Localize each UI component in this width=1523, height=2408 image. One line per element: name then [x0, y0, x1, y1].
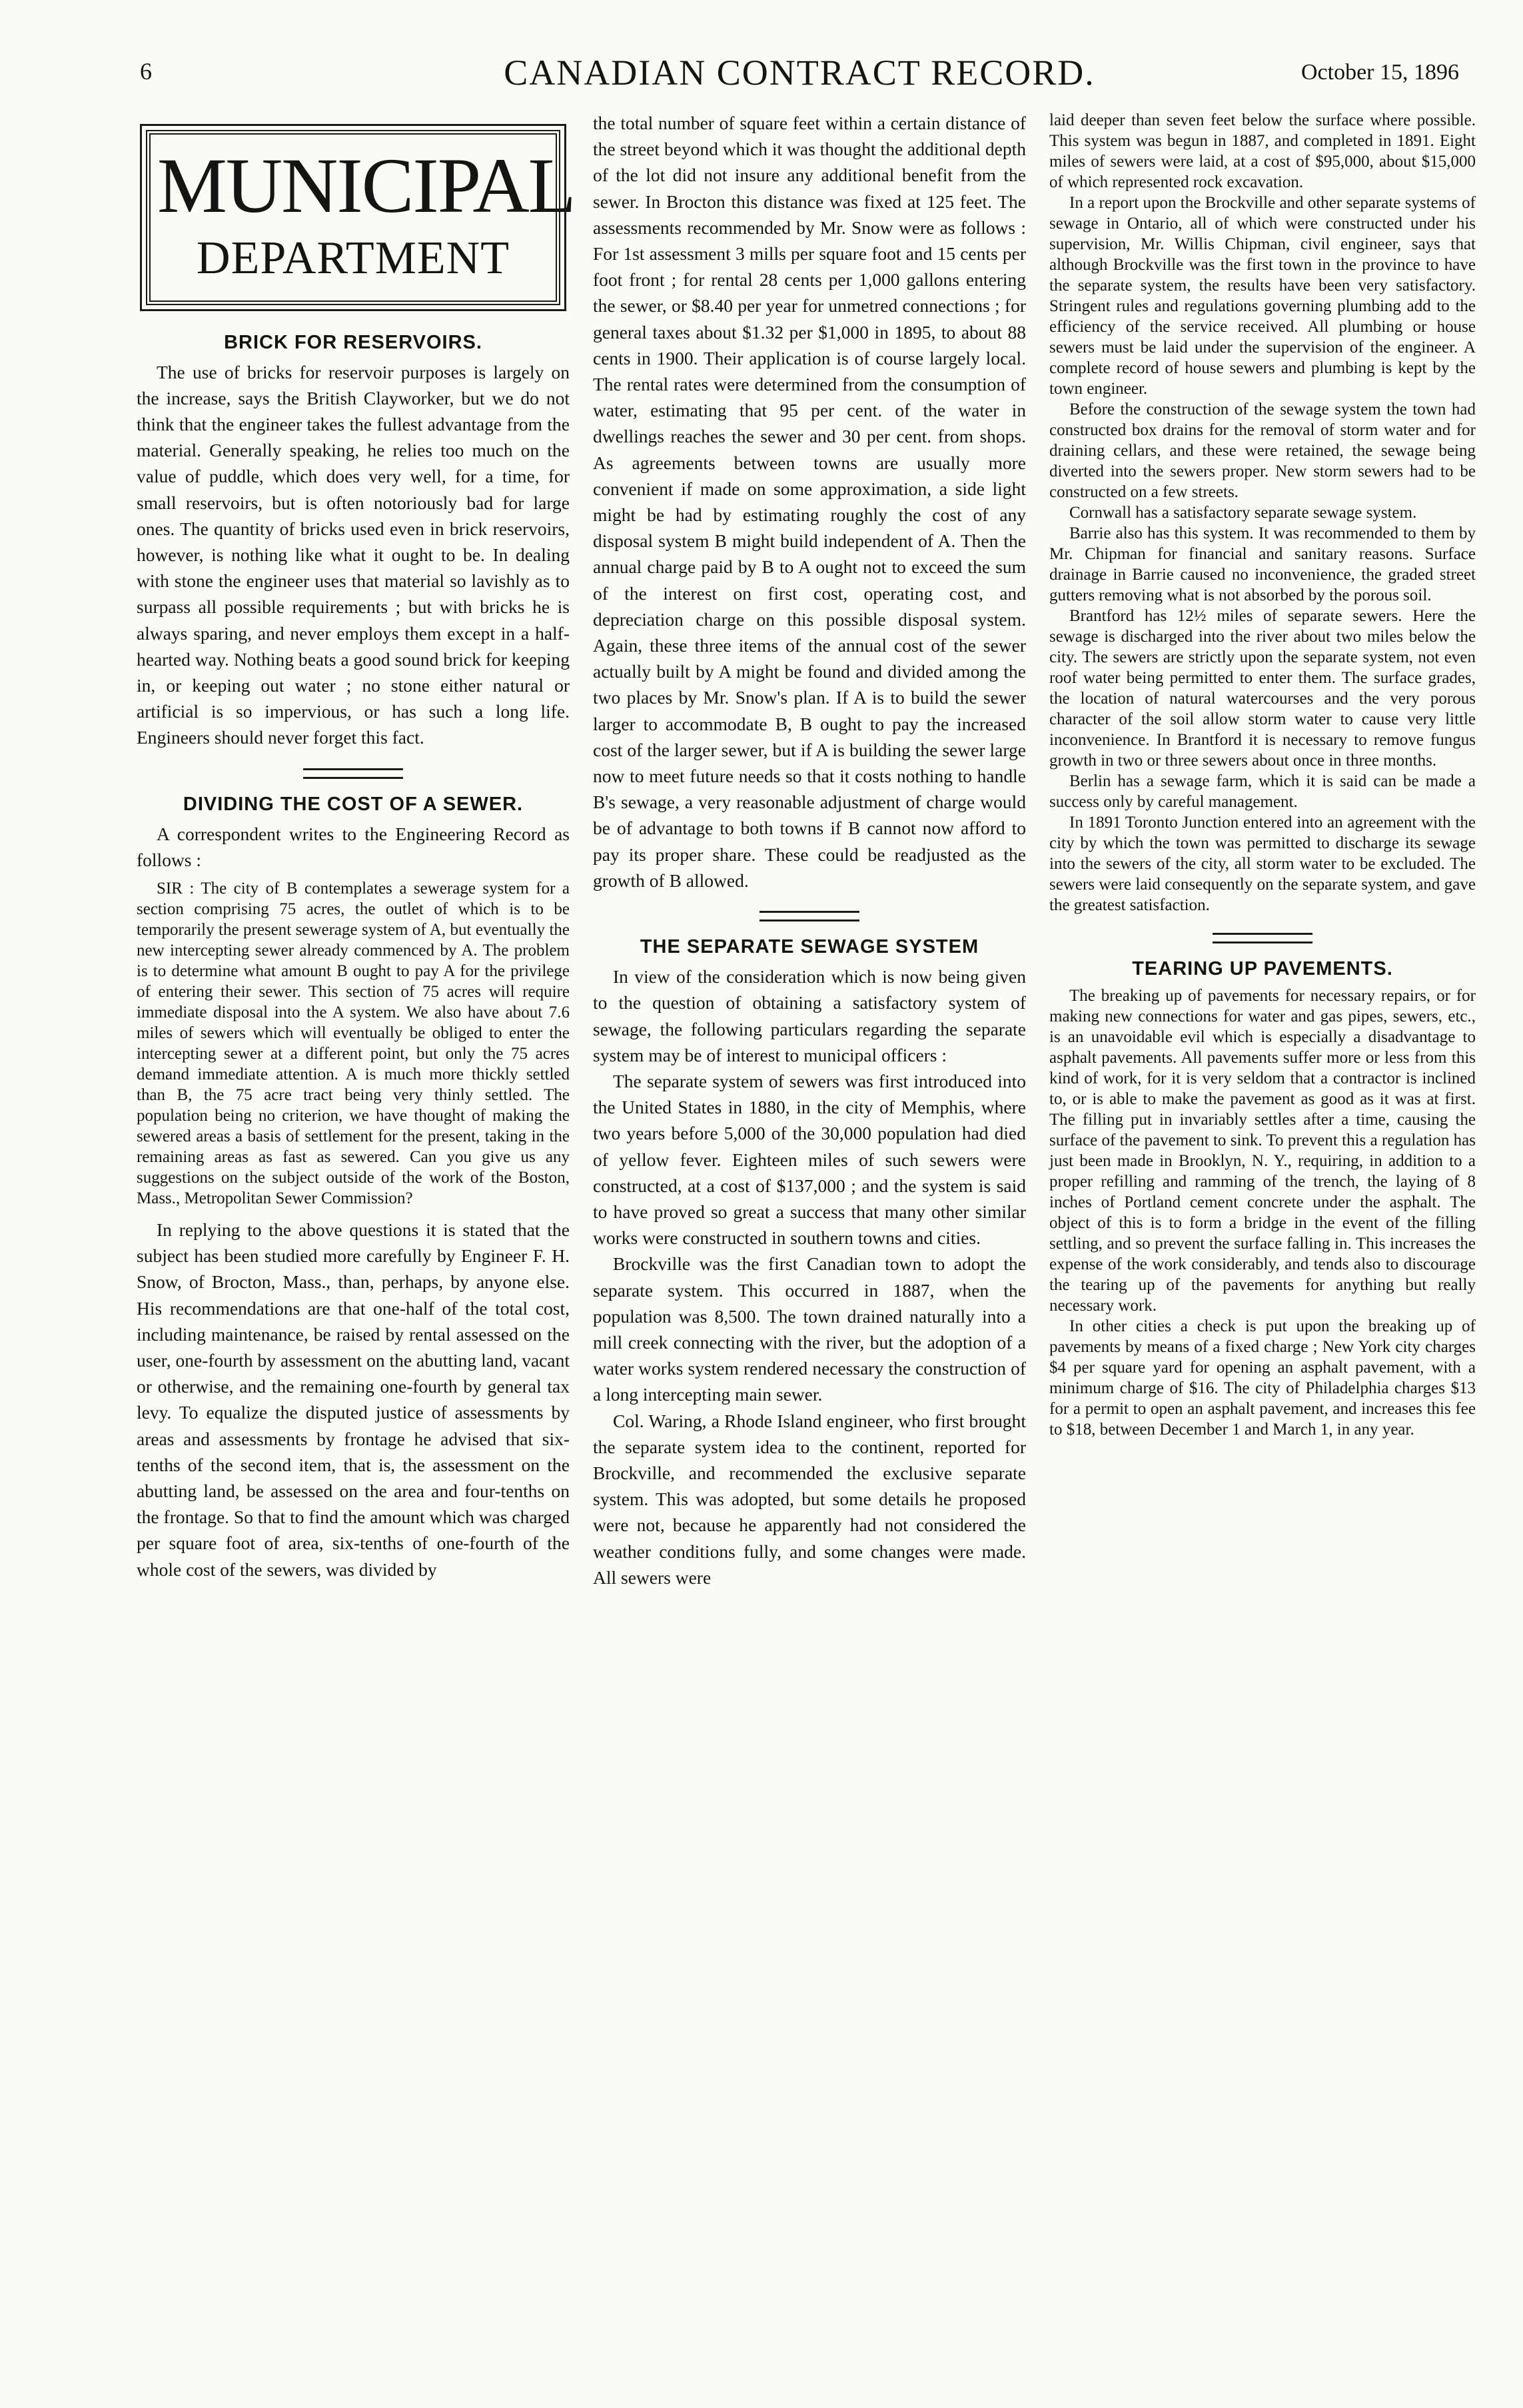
masthead-line-1: MUNICIPAL: [157, 142, 575, 229]
article-paragraph: laid deeper than seven feet below the surface where possible. This system was begun in 1887, and completed in 1891. Eight miles of sewers were laid, at a cost of $95,000, about $15,000 of which represented rock excavation.: [1049, 111, 1476, 191]
column-2: [593, 110, 1026, 1590]
section-divider: [303, 768, 403, 779]
article-paragraph: Brockville was the first Canadian town to adopt the separate system. This occurred in 1887, when the population was 8,500. The town drained naturally into a mill creek connecting with the river, but the adoption of a water works system rendered necessary the construction of a long intercepting main sewer.: [593, 1253, 1026, 1405]
article-paragraph: In a report upon the Brockville and other separate systems of sewage in Ontario, all of which were constructed under his supervision, Mr. Willis Chipman, civil engineer, says that although Brockville was the first town in the province to have the separate system, the results have been very satisfactory. Stringent rules and regulations governing plumbing add to the efficiency of the service received. All plumbing or house sewers must be laid under the supervision of the engineer. A complete record of house sewers and plumbing is kept by the town engineer.: [1049, 194, 1476, 398]
article-paragraph: In view of the consideration which is now being given to the question of obtaining a satisfactory system of sewage, the following particulars regarding the separate system may be of interest to municipal officers :: [593, 966, 1026, 1065]
issue-date: October 15, 1896: [1300, 60, 1459, 85]
article-paragraph: The use of bricks for reservoir purposes is largely on the increase, says the British Clayworker, but we do not think that the engineer takes the fullest advantage from the material. Generally speaking, he relies too much on the value of puddle, which does very well, for a time, for small reservoirs, but is often notoriously bad for large ones. The quantity of bricks used even in brick reservoirs, however, is nothing like what it ought to be. In dealing with stone the engineer uses that material so lavishly as to surpass all possible requirements ; but with bricks he is always sparing, and never employs them except in a half-hearted way. Nothing beats a good sound brick for keeping in, or keeping out water ; no stone either natural or artificial is so impervious, or has such a long life. Engineers should never forget this fact.: [137, 361, 570, 748]
article-paragraph: The separate system of sewers was first introduced into the United States in 1880, in the city of Memphis, where two years before 5,000 of the 30,000 population had died of yellow fever. Eighteen miles of such sewers were constructed, at a cost of $137,000 ; and the system is said to have proved so great a success that many other similar works were constructed in southern towns and cities.: [593, 1070, 1026, 1249]
article-title-separate-sewage: THE SEPARATE SEWAGE SYSTEM: [640, 936, 979, 958]
article-paragraph: Brantford has 12½ miles of separate sewers. Here the sewage is discharged into the river about two miles below the city. The sewers are strictly upon the separate system, not even roof water being permitted to enter them. The surface grades, the location of natural watercourses and the very porous character of the soil allow storm water to cause very little inconvenience. In Brantford it is necessary to remove fungus growth in two or three sewers about once in three months.: [1049, 607, 1476, 770]
article-paragraph: the total number of square feet within a certain distance of the street beyond which it was thought the additional depth of the lot did not insure any additional benefit from the sewer. In Brocton this distance was fixed at 125 feet. The assessments recommended by Mr. Snow were as follows : For 1st assessment 3 mills per square foot and 15 cents per foot front ; for rental 28 cents per 1,000 gallons entering the sewer, or $8.40 per year for unmetred connections ; for general taxes about $1.32 per $1,000 in 1895, to about 88 cents in 1900. Their application is of course largely local. The rental rates were determined from the consumption of water, estimating that 95 per cent. of the water in dwellings reaches the sewer and 30 per cent. from shops. As agreements between towns are usually more convenient if made on some approximation, a side light might be had by estimating roughly the cost of any disposal system B might build independent of A. Then the annual charge paid by B to A ought not to exceed the sum of the interest on first cost, operating cost, and depreciation charge on this possible disposal system. Again, these three items of the annual cost of the sewer actually built by A might be found and divided among the two places by Mr. Snow's plan. If A is to build the sewer larger to accommodate B, B ought to pay the increased cost of the larger sewer, but if A is building the sewer large now to meet future needs so that it costs nothing to handle B's sewage, a very reasonable adjustment of charge would be of advantage to both towns if B cannot now afford to pay its proper share. These could be readjusted as the growth of B allowed.: [593, 113, 1026, 891]
page-header: [140, 52, 1459, 92]
article-paragraph: Cornwall has a satisfactory separate sewage system.: [1069, 504, 1417, 522]
article-paragraph: Col. Waring, a Rhode Island engineer, who first brought the separate system idea to the continent, reported for Brockville, and recommended the exclusive separate system. This was adopted, but some details he proposed were not, because he apparently had not considered the weather conditions fully, and some changes were made. All sewers were: [593, 1410, 1026, 1588]
article-paragraph: In other cities a check is put upon the breaking up of pavements by means of a fixed charge ; New York city charges $4 per square yard for opening an asphalt pavement, with a minimum charge of $16. The city of Philadelphia charges $13 for a permit to open an asphalt pavement, and increases this fee to $18, between December 1 and March 1, in any year.: [1049, 1317, 1476, 1439]
article-paragraph: The breaking up of pavements for necessary repairs, or for making new connections for water and gas pipes, sewers, etc., is an unavoidable evil which is especially a disadvantage to asphalt pavements. All pavements suffer more or less from this kind of work, for it is very seldom that a contractor is inclined to, or is able to make the pavement as good as it was at first. The filling put in invariably settles after a time, causing the surface of the pavement to sink. To prevent this a regulation has just been made in Brooklyn, N. Y., requiring, in addition to a proper refilling and ramming of the trench, the laying of 8 inches of Portland cement concrete under the asphalt. The object of this is to form a bridge in the event of the filling settling, and so prevent the surface falling in. This increases the expense of the work considerably, and tends also to discourage the tearing up of the pavements for anything but really necessary work.: [1049, 987, 1476, 1315]
letter-paragraph: SIR : The city of B contemplates a sewerage system for a section comprising 75 acres, the outlet of which is to be temporarily the present sewerage system of A, but eventually the new intercepting sewer already commenced by A. The problem is to determine what amount B ought to pay A for the privilege of entering their sewer. This section of 75 acres will require immediate disposal into the A system. We also have about 7.6 miles of sewers which will eventually be obliged to enter the intercepting sewer at a different point, but only the 75 acres demand immediate attention. A is much more thickly settled than B, the 75 acre tract being very thinly settled. The population being no criterion, we have thought of making the sewered areas a basis of settlement for the present, taking in the remaining areas as fast as sewered. Can you give us any suggestions on the subject outside of the work of the Boston, Mass., Metropolitan Sewer Commission?: [137, 879, 570, 1207]
section-divider: [760, 911, 859, 921]
page-number: 6: [140, 58, 152, 85]
article-paragraph: In 1891 Toronto Junction entered into an agreement with the city by which the town was permitted to discharge its sewage into the sewers of the city, all storm water to be excluded. The sewers were laid consequently on the separate system, and gave the greatest satisfaction.: [1049, 814, 1476, 914]
article-title-sewer-cost: DIVIDING THE COST OF A SEWER.: [183, 793, 524, 815]
publication-title: CANADIAN CONTRACT RECORD.: [504, 53, 1095, 93]
column-1: [137, 110, 575, 1582]
section-divider: [1213, 933, 1312, 943]
masthead-line-2: DEPARTMENT: [197, 233, 510, 284]
article-title-brick: BRICK FOR RESERVOIRS.: [224, 331, 482, 353]
column-3: [1049, 110, 1476, 1440]
department-masthead: [146, 130, 575, 305]
article-paragraph: Barrie also has this system. It was recommended to them by Mr. Chipman for financial and sanitary reasons. Surface drainage in Barrie caused no inconvenience, the graded street gutters removing what is not absorbed by the porous soil.: [1049, 524, 1476, 604]
article-title-pavements: TEARING UP PAVEMENTS.: [1132, 958, 1393, 979]
article-paragraph: A correspondent writes to the Engineering Record as follows :: [137, 823, 570, 870]
article-paragraph: Berlin has a sewage farm, which it is said can be made a success only by careful management.: [1049, 772, 1476, 811]
article-paragraph: Before the construction of the sewage system the town had constructed box drains for the removal of storm water and for draining cellars, and these were retained, the sewage being diverted into the sewers proper. New storm sewers had to be constructed on a few streets.: [1049, 400, 1476, 501]
article-paragraph: In replying to the above questions it is stated that the subject has been studied more carefully by Engineer F. H. Snow, of Brocton, Mass., than, perhaps, by anyone else. His recommendations are that one-half of the total cost, including maintenance, be raised by rental assessed on the user, one-fourth by assessment on the abutting land, vacant or otherwise, and the remaining one-fourth by general tax levy. To equalize the disputed justice of assessments by areas and assessments by frontage he advised that six-tenths of the second item, that is, the assessment on the abutting land, be assessed on the area and four-tenths on the frontage. So that to find the amount which was charged per square foot of area, six-tenths of one-fourth of the whole cost of the sewers, was divided by: [137, 1219, 570, 1580]
